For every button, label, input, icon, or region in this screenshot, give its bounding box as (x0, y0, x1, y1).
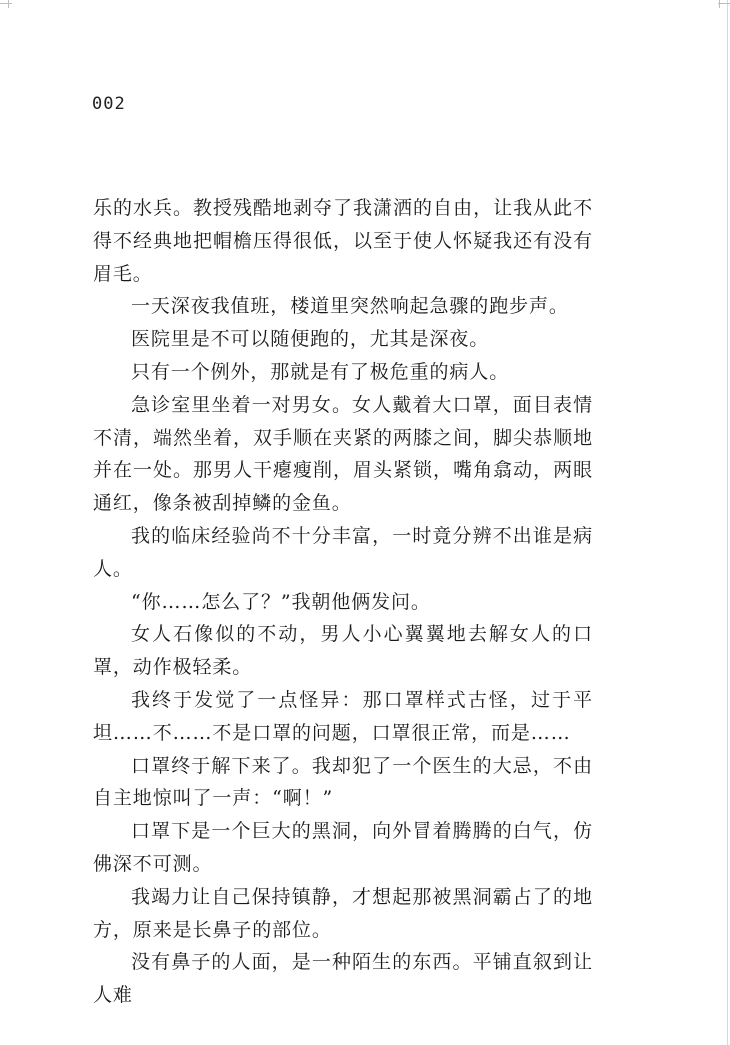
paragraph: 女人石像似的不动，男人小心翼翼地去解女人的口罩，动作极轻柔。 (93, 623, 593, 679)
paragraph: 我的临床经验尚不十分丰富，一时竟分辨不出谁是病人。 (93, 524, 593, 580)
paragraph: 一天深夜我值班，楼道里突然响起急骤的跑步声。 (131, 295, 569, 318)
paragraph: 医院里是不可以随便跑的，尤其是深夜。 (131, 328, 490, 351)
paragraph: 我终于发觉了一点怪异：那口罩样式古怪，过于平坦……不……不是口罩的问题，口罩很正常，而是…… (93, 688, 593, 744)
paragraph: 只有一个例外，那就是有了极危重的病人。 (131, 360, 510, 383)
body-text (93, 192, 593, 1012)
paragraph: 口罩下是一个巨大的黑洞，向外冒着腾腾的白气，仿佛深不可测。 (93, 820, 593, 875)
paragraph: 乐的水兵。教授残酷地剥夺了我潇洒的自由，让我从此不得不经典地把帽檐压得很低，以至于使人怀疑我还有没有眉毛。 (93, 197, 593, 285)
crop-mark-top-left-vertical (8, 0, 9, 8)
crop-mark-top-right-vertical (719, 0, 720, 8)
paragraph: 急诊室里坐着一对男女。女人戴着大口罩，面目表情不清，端然坐着，双手顺在夹紧的两膝之间，脚尖恭顺地并在一处。那男人干瘪瘦削，眉头紧锁，嘴角翕动，两眼通红，像条被刮掉鳞的金鱼。 (93, 393, 593, 515)
paragraph: 我竭力让自己保持镇静，才想起那被黑洞霸占了的地方，原来是长鼻子的部位。 (93, 885, 593, 941)
paragraph: 口罩终于解下来了。我却犯了一个医生的大忌，不由自主地惊叫了一声：“啊！” (93, 754, 593, 810)
paragraph: 没有鼻子的人面，是一种陌生的东西。平铺直叙到让人难 (93, 951, 593, 1007)
page-edge-line (727, 0, 728, 1045)
page-number: 002 (92, 94, 126, 114)
crop-mark-top-left (0, 3, 12, 4)
paragraph: “你……怎么了？”我朝他俩发问。 (131, 590, 431, 613)
